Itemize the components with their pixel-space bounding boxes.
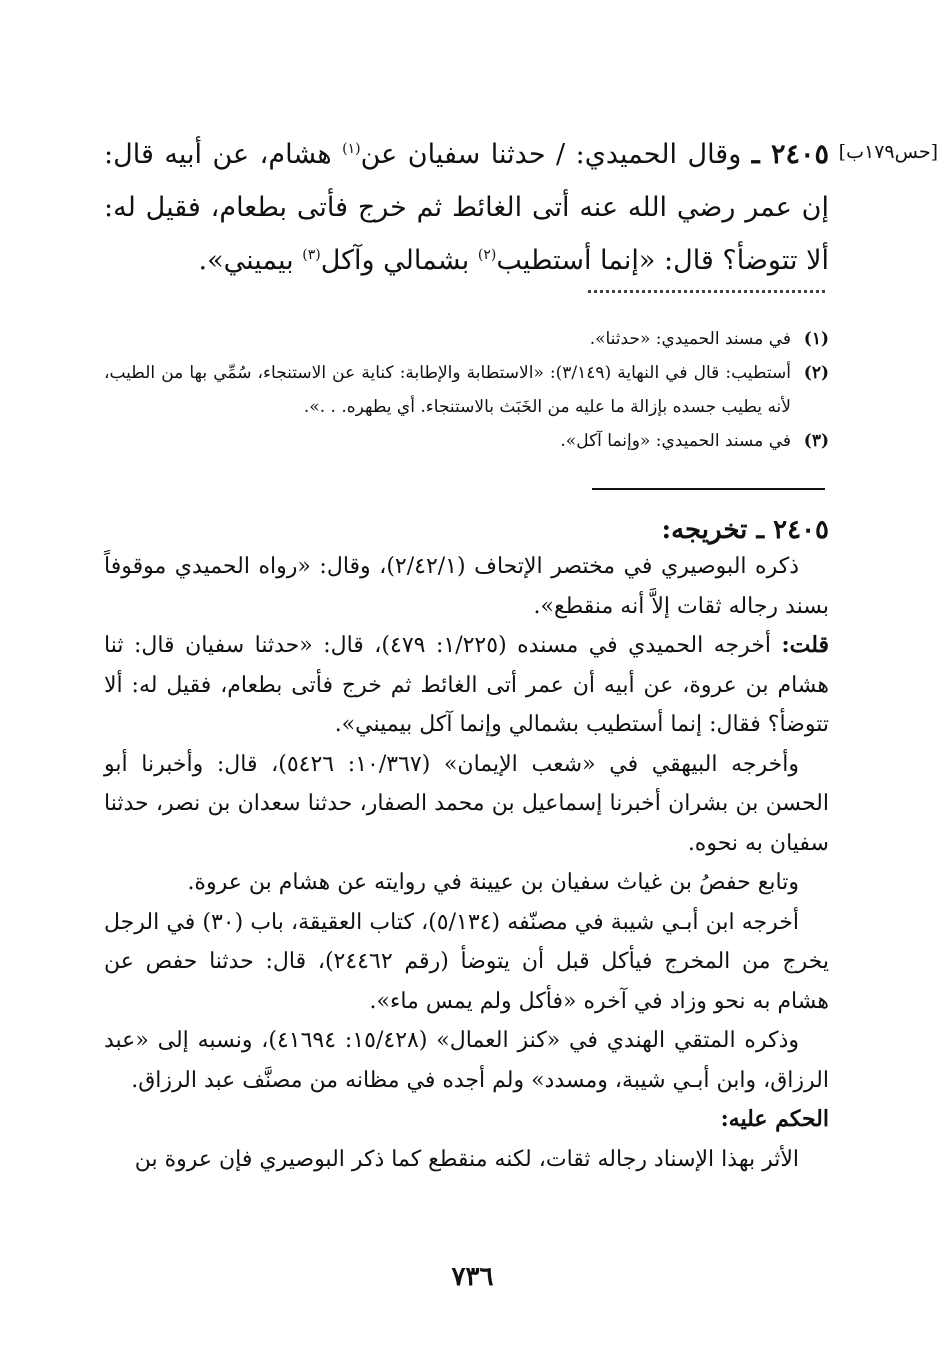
hukm-heading: الحكم عليه: xyxy=(720,1106,829,1132)
hadith-part-2: هشام، عن أبيه قال: إن عمر رضي الله عنه أتى الغائط ثم خرج فأتى بطعام، فقيل له: ألا تتوضأ؟ قال: «إنما أستطيب xyxy=(104,139,829,276)
hadith-part-4: بيميني». xyxy=(198,245,303,276)
takhrij-paragraph-4: وتابع حفصُ بن غياث سفيان بن عيينة في روايته عن هشام بن عروة. xyxy=(187,870,799,895)
takhrij-heading: ٢٤٠٥ ـ تخريجه: xyxy=(661,515,829,545)
takhrij-body xyxy=(104,547,829,1179)
section-divider xyxy=(592,488,825,490)
footnote-item xyxy=(104,424,829,458)
hukm-paragraph: الأثر بهذا الإسناد رجاله ثقات، لكنه منقطع كما ذكر البوصيري فإن عروة بن xyxy=(134,1146,799,1172)
footnote-item xyxy=(104,356,829,424)
footnote-text: في مسند الحميدي: «حدثنا». xyxy=(589,329,791,349)
qult-label: قلت: xyxy=(781,632,830,658)
footnote-item xyxy=(104,322,829,356)
takhrij-paragraph-3: وأخرجه البيهقي في «شعب الإيمان» (١٠/٣٦٧: ٥٤٢٦)، قال: وأخبرنا أبو الحسن بن بشران أخبرنا إسماعيل بن محمد الصفار، حدثنا سعدان بن نصر، حدثنا سفيان به نحوه. xyxy=(104,751,829,856)
footnote-ref-2: (٢) xyxy=(477,247,497,263)
footnotes xyxy=(104,322,829,458)
footnote-number: (٢) xyxy=(803,363,829,383)
footnote-text: أستطيب: قال في النهاية (٣/١٤٩): «الاستطابة والإطابة: كناية عن الاستنجاء، سُمِّي بها من الطيب، لأنه يطيب جسده بإزالة ما عليه من الخَبَث بالاستنجاء. أي يطهره. . .». xyxy=(104,363,791,417)
hadith-part-1: وقال الحميدي: / حدثنا سفيان عن xyxy=(360,139,742,170)
takhrij-paragraph-1: ذكره البوصيري في مختصر الإتحاف (٢/٤٢/١)، وقال: «رواه الحميدي موقوفاً بسند رجاله ثقات إلاَّ أنه منقطع». xyxy=(104,554,829,619)
takhrij-paragraph-6: وذكره المتقي الهندي في «كنز العمال» (١٥/٤٢٨: ٤١٦٩٤)، ونسبه إلى «عبد الرزاق، وابن أبـي شيبة، ومسدد» ولم أجده في مظانه من مصنَّف عبد الرزاق. xyxy=(104,1028,829,1093)
footnote-number: (٣) xyxy=(803,431,829,451)
footnote-number: (١) xyxy=(803,329,829,349)
margin-manuscript-note: [حس١٧٩ب] xyxy=(838,141,938,163)
page-number: ٧٣٦ xyxy=(451,1262,494,1292)
footnote-ref-3: (٣) xyxy=(302,247,321,263)
takhrij-paragraph-5: أخرجه ابن أبـي شيبة في مصنّفه (٥/١٣٤)، كتاب العقيقة، باب (٣٠) في الرجل يخرج من المخرج فيأكل قبل أن يتوضأ (رقم ٢٤٤٦٢)، قال: حدثنا حفص عن هشام به نحو وزاد في آخره «فأكل ولم يمس ماء». xyxy=(104,909,829,1014)
hadith-part-3: بشمالي وآكل xyxy=(320,245,478,276)
takhrij-paragraph-2-text: أخرجه الحميدي في مسنده (١/٢٢٥: ٤٧٩)، قال: «حدثنا سفيان قال: ثنا هشام بن عروة، عن أبيه أن عمر أتى الغائط ثم خرج فأتى بطعام، فقيل له: ألا تتوضأ؟ فقال: إنما أستطيب بشمالي وإنما آكل بيميني». xyxy=(104,633,829,737)
footnote-text: في مسند الحميدي: «وإنما آكل». xyxy=(560,431,791,451)
footnote-dotted-separator xyxy=(588,290,825,293)
hadith-text xyxy=(104,128,829,287)
hadith-number: ٢٤٠٥ ـ xyxy=(751,139,830,170)
footnote-ref-1: (١) xyxy=(342,141,361,157)
takhrij-paragraph-2 xyxy=(104,626,829,745)
